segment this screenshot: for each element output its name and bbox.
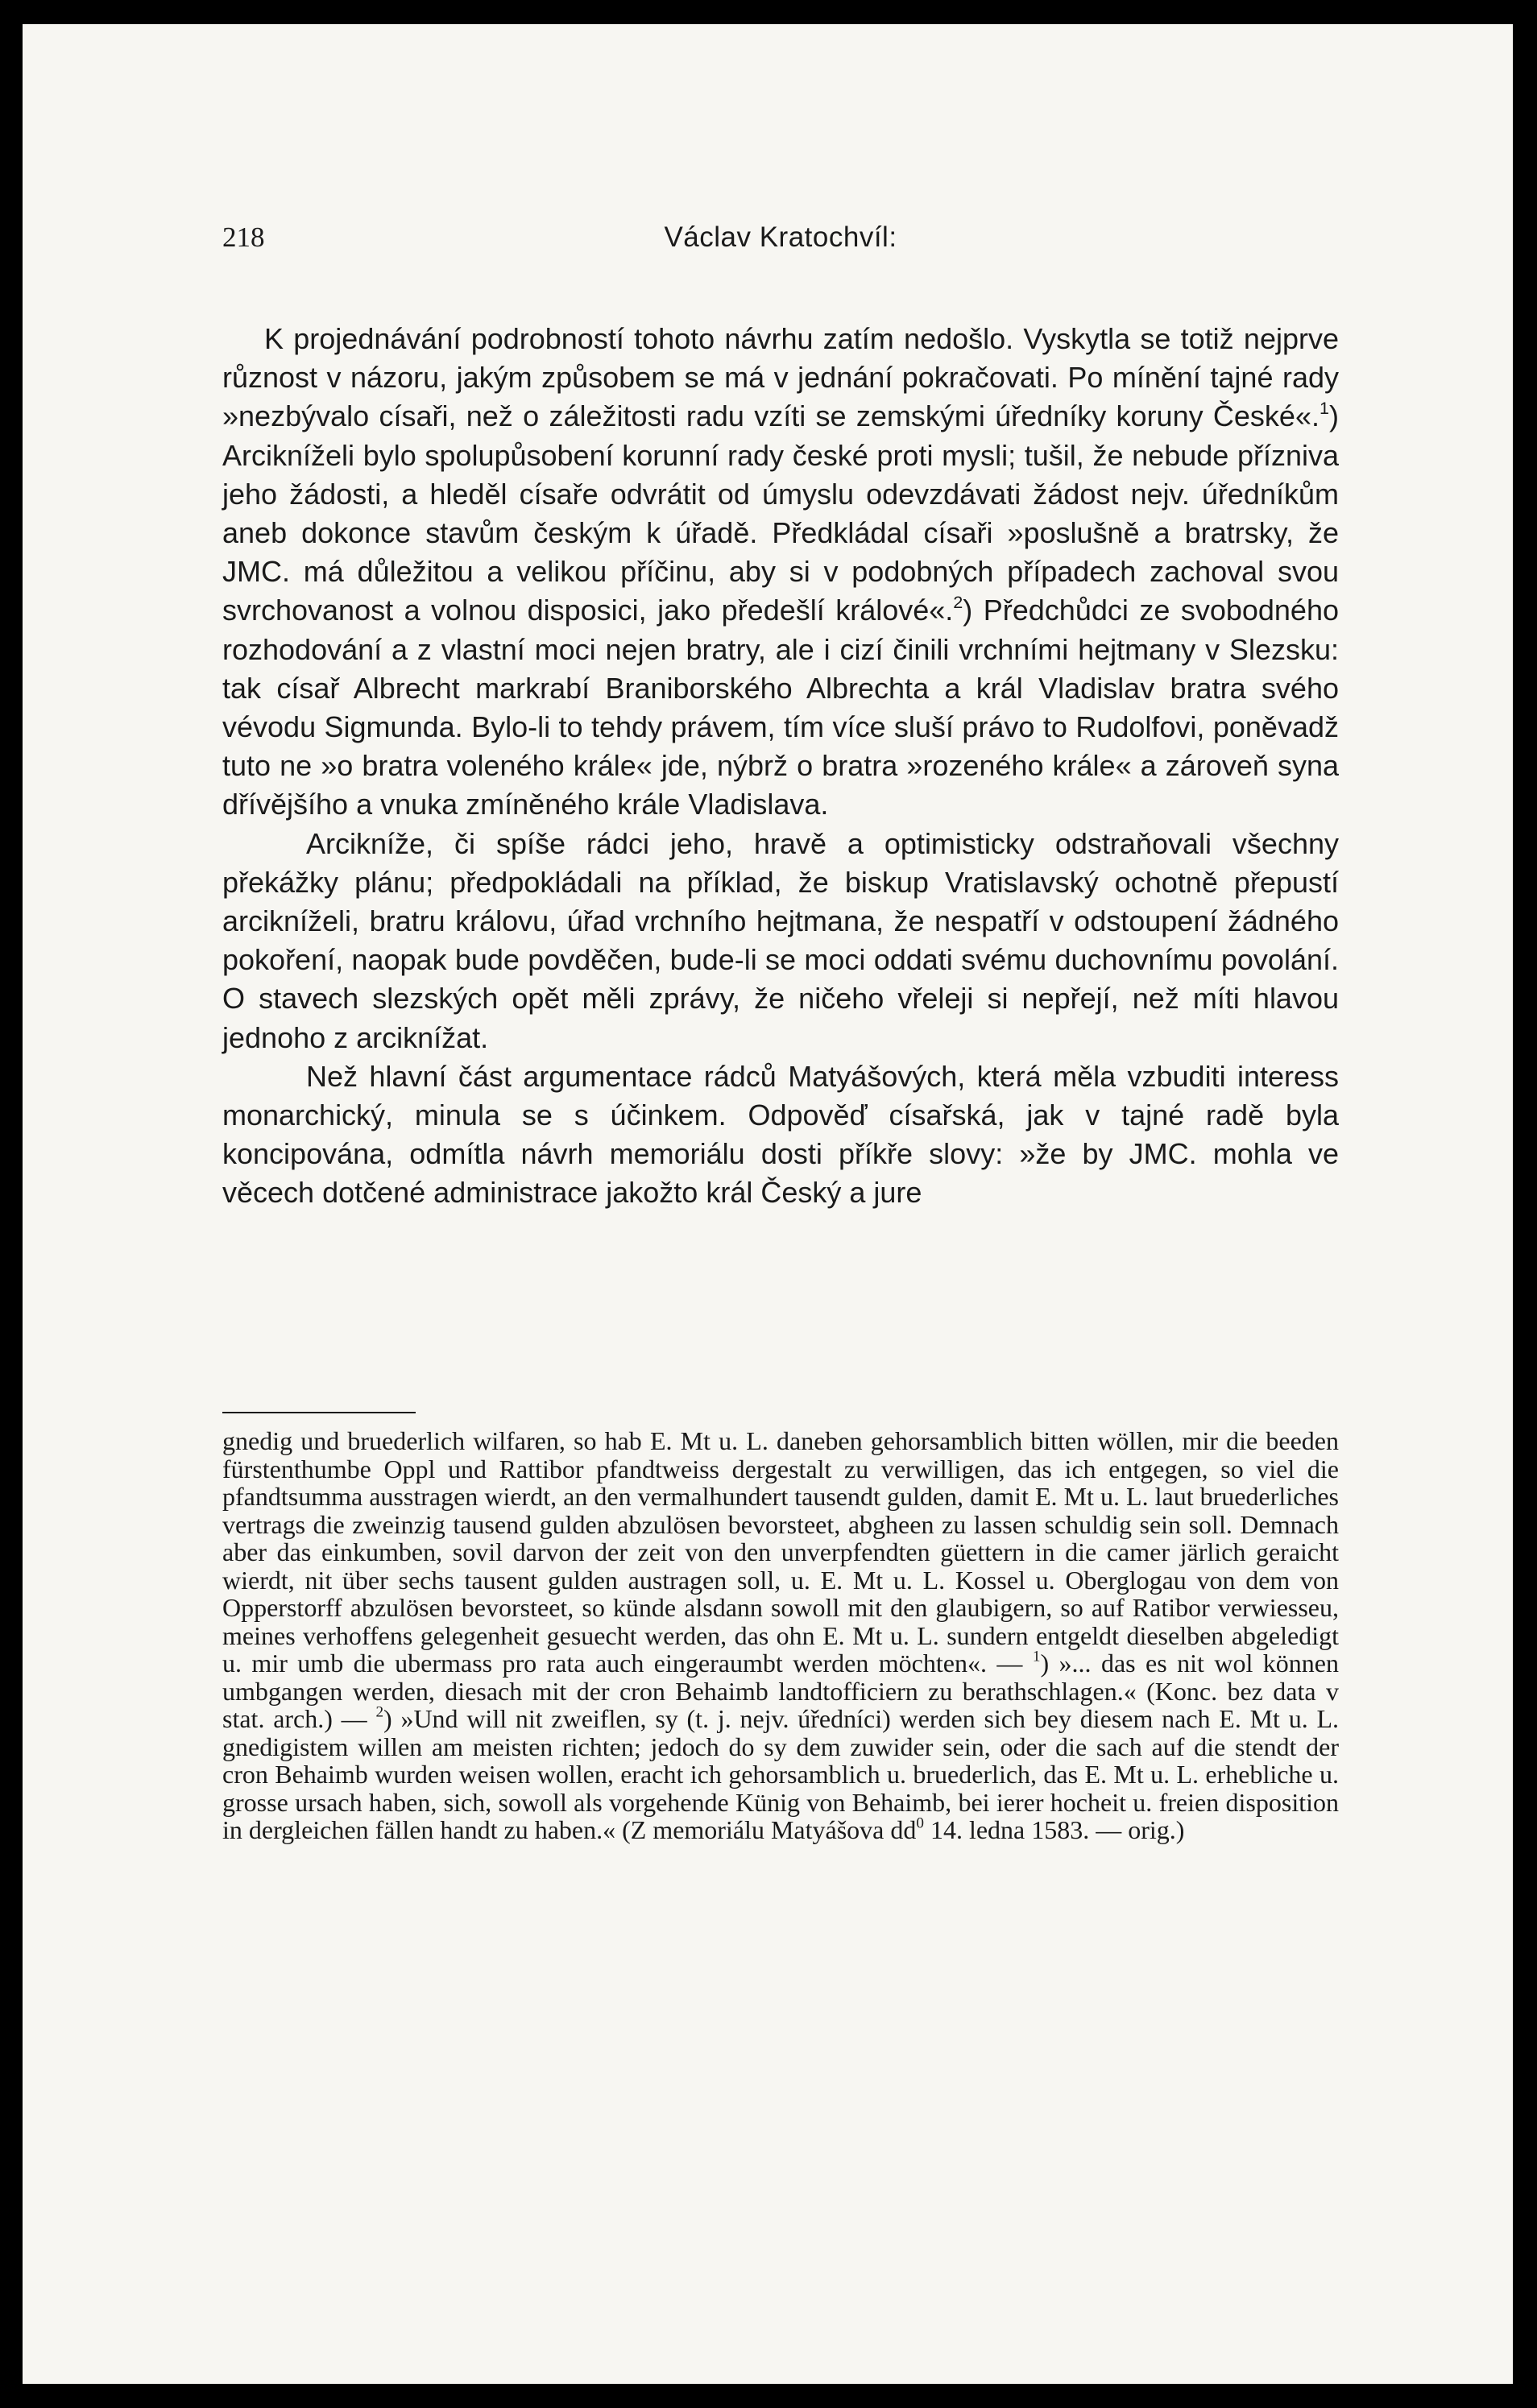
footnote-divider [222,1412,416,1413]
paragraph: Arcikníže, či spíše rádci jeho, hravě a optimisticky odstraňovali všechny překážky plánu; předpokládali na příklad, že biskup Vratislavský ochotně přepustí arcikníželi, bratru královu, úřad vrchního hejtmana, že nespatří v odstoupení žádného pokoření, naopak bude povděčen, bude-li se moci oddati svému duchovnímu povolání. O stavech slezských opět měli zprávy, že ničeho vřeleji si nepřejí, než míti hlavou jednoho z arciknížat. [222,826,1339,1054]
main-text [222,320,1339,1213]
date-superscript: 0 [916,1814,924,1832]
paragraph: Než hlavní část argumentace rádců Matyášových, která měla vzbuditi interess monarchický, minula se s účinkem. Odpověď císařská, jak v tajné radě byla koncipována, odmítla návrh memoriálu dosti příkře slovy: »že by JMC. mohla ve věcech dotčené administrace jakožto král Český a jure [222,1059,1339,1210]
page-number: 218 [222,221,265,253]
running-title: Václav Kratochvíl: [664,221,897,253]
footnote-ref: 2 [953,592,963,613]
footnote-marker: 1 [1032,1648,1041,1665]
footnote-marker: 2 [375,1703,384,1721]
footnote-ref: 1 [1319,398,1329,419]
paragraph: K projednávání podrobností tohoto návrhu zatím nedošlo. Vyskytla se totiž nejprve různost v názoru, jakým způsobem se má v jednání pokračovati. Po mínění tajné rady »nezbývalo císaři, než o záležitosti radu vzíti se zemskými úředníky koruny České«.$^1$) Arcikníželi bylo spolupůsobení korunní rady české proti mysli; tušil, že nebude přízniva jeho žádosti, a hleděl císaře odvrátit od úmyslu odevzdávati žádost nejv. úředníkům aneb dokonce stavům českým k úřadě. Předkládal císaři »poslušně a bratrsky, že JMC. má důležitou a velikou příčinu, aby si v podobných případech zachoval svou svrchovanost a volnou disposici, jako předešlí králové«.$^2$) Předchůdci ze svobodného rozhodování a z vlastní moci nejen bratry, ale i cizí činili vrchními hejtmany v Slezsku: tak císař Albrecht markrabí Braniborského Albrechta a král Vladislav bratra svého vévodu Sigmunda. Bylo-li to tehdy právem, tím více sluší právo to Rudolfovi, poněvadž tuto ne »o bratra voleného krále« jde, nýbrž o bratra »rozeného krále« a zároveň syna dřívějšího a vnuka zmíněného krále Vladislava. [222,322,1339,821]
page-header [222,221,1339,262]
footnotes [222,1427,1339,1844]
footnote-text: gnedig und bruederlich wilfaren, so hab E. Mt u. L. daneben gehorsamblich bitten wöllen, mir die beeden fürstenthumbe Oppl und Rattibor pfandtweiss dergestalt zu verwilligen, das ich entgegen, so viel die pfandtsumma ausstragen wierdt, an den vermalhundert tausendt gulden, damit E. Mt u. L. laut bruederliches vertrags die zweinzig tausend gulden abzulösen bevorsteet, abgheen zu lassen schuldig sein soll. Demnach aber das einkumben, sovil darvon der zeit von den unverpfendten güettern in die camer järlich geraicht wierdt, nit über sechs tausent gulden austragen soll, u. E. Mt u. L. Kossel u. Oberglogau von dem von Opperstorff abzulösen bevorsteet, so künde alsdann sowoll mit den glaubigern, so auf Ratibor verwiesseu, meines verhoffens gelegenheit gesuecht werden, das ohn E. Mt u. L. sundern entgeldt dieselben abgeledigt u. mir umb die ubermass pro rata auch eingeraumbt werden möchten«. — $^1$) »... das es nit wol können umbgangen werden, diesach mit der cron Behaimb landtofficiern zu berathschlagen.« (Konc. bez data v stat. arch.) — $^2$) »Und will nit zweiflen, sy (t. j. nejv. úředníci) werden sich bey diesem nach E. Mt u. L. gnedigistem willen am meisten richten; jedoch do sy dem zuwider sein, oder die sach auf die stendt der cron Behaimb wurden weisen wollen, eracht ich gehorsamblich u. bruederlich, das E. Mt u. L. erhebliche u. grosse ursach haben, sich, sowoll als vorgehende Künig von Behaimb, bei ierer hocheit u. freien disposition in dergleichen fällen handt zu haben.« (Z memoriálu Matyášova $dd^0$ 14. ledna 1583. — orig.) [222,1426,1340,1844]
